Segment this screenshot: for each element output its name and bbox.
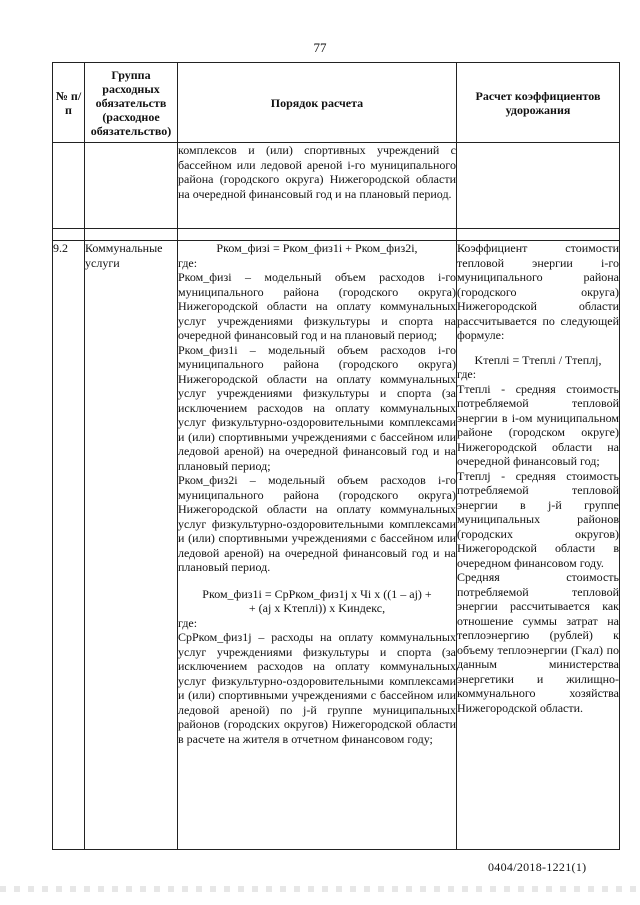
cont-group-cell: [85, 143, 178, 229]
gap-cell-4: [457, 229, 620, 241]
coef-def-average-cost: Средняя стоимость потребляемой тепловой энергии рассчитывается как отношение суммы затрат на теплоэнергию (рублей) к объему теплоэнергии (Гкал) по данным министерства энергетики и жилищно-коммунального хозяйства Нижегородской области.: [457, 570, 619, 715]
cont-coef-cell: [457, 143, 620, 229]
table-row-continuation: [53, 143, 620, 229]
formula-fiz1-line2: + (aj x Kтеплi)) x Kиндекс,: [248, 601, 386, 615]
row-number: 9.2: [53, 241, 85, 850]
definition-sr-p-kom-fiz1: СрPком_физ1j – расходы на оплату коммунальных услуг учреждениями физкультуры и спорта (за исключением расходов на оплату коммунальных услуг физкультурно-оздоровительными комплексами и (или) спортивными учреждениями с бассейном или ледовой ареной) по j-й группе муниципальных районов (городских округов) Нижегородской области в расчете на жителя в отчетном финансовом году;: [178, 630, 456, 746]
table-row-9-2: [53, 241, 620, 850]
definition-p-kom-fiz2: Pком_физ2i – модельный объем расходов i-го муниципального района (городского округа) Нижегородской области на оплату коммунальных услуг физкультурно-оздоровительными комплексами и (или) спортивными учреждениями с бассейном или ледовой ареной) на очередной финансовый год и на плановый период.: [178, 473, 456, 574]
header-calc-order: Порядок расчета: [178, 63, 457, 143]
calculation-table: [52, 62, 620, 850]
spacer: [178, 575, 456, 587]
formula-total: Pком_физi = Pком_физ1i + Pком_физ2i,: [216, 241, 418, 255]
header-coefficient: Расчет коэффициентов удорожания: [457, 63, 620, 143]
formula-fiz1-line1: Pком_физ1i = СрPком_физ1j x Чi x ((1 – aj) +: [202, 586, 432, 601]
where-label-2: где:: [178, 615, 198, 630]
header-group: Группа расходных обязательств (расходное обязательство): [85, 63, 178, 143]
table-row-gap: [53, 229, 620, 241]
coef-def-t-tepl-j: Tтеплj - средняя стоимость потребляемой тепловой энергии в j-й группе муниципальных районов (городских округов) Нижегородской области в очередном финансовом году.: [457, 468, 619, 570]
continuation-text: комплексов и (или) спортивных учреждений с бассейном или ледовой ареной i-го муниципального района (городского округа) Нижегородской области на очередной финансовый год и на плановый период.: [178, 143, 456, 201]
page-number: 77: [313, 40, 327, 55]
scan-artifact: [0, 886, 640, 892]
calc-order-cell: [178, 241, 457, 850]
coef-def-t-tepl-i: Tтеплi - средняя стоимость потребляемой тепловой энергии в i-ом муниципальном районе (городском округе) Нижегородской области на очередной финансовый год;: [457, 381, 619, 468]
cont-calc-cell: [178, 143, 457, 229]
coef-formula: Kтеплi = Tтеплi / Tтеплj,: [474, 352, 602, 367]
coef-where: где:: [457, 367, 477, 381]
document-code: 0404/2018-1221(1): [488, 860, 587, 874]
header-number: № п/п: [53, 63, 85, 143]
gap-cell-1: [53, 229, 85, 241]
row-group: Коммунальные услуги: [85, 241, 178, 850]
cont-number-cell: [53, 143, 85, 229]
where-label-1: где:: [178, 255, 198, 270]
definition-p-kom-fiz: Pком_физi – модельный объем расходов i-го муниципального района (городского округа) Нижегородской области на оплату коммунальных услуг учреждениями физкультуры и спорта на очередной финансовый год и на плановый период;: [178, 270, 456, 342]
coef-intro: Коэффициент стоимости тепловой энергии i-го муниципального района (городского округа) Нижегородской области рассчитывается по следующей формуле:: [457, 241, 619, 342]
table-header-row: [53, 63, 620, 143]
definition-p-kom-fiz1: Pком_физ1i – модельный объем расходов i-го муниципального района (городского округа) Нижегородской области на оплату коммунальных услуг учреждениями физкультуры и спорта (за исключением расходов на оплату коммунальных услуг физкультурно-оздоровительными комплексами и (или) спортивными учреждениями с бассейном или ледовой ареной) на очередной финансовый год и на плановый период;: [178, 342, 456, 473]
spacer: [457, 343, 619, 353]
gap-cell-3: [178, 229, 457, 241]
coefficient-cell: [457, 241, 620, 850]
gap-cell-2: [85, 229, 178, 241]
